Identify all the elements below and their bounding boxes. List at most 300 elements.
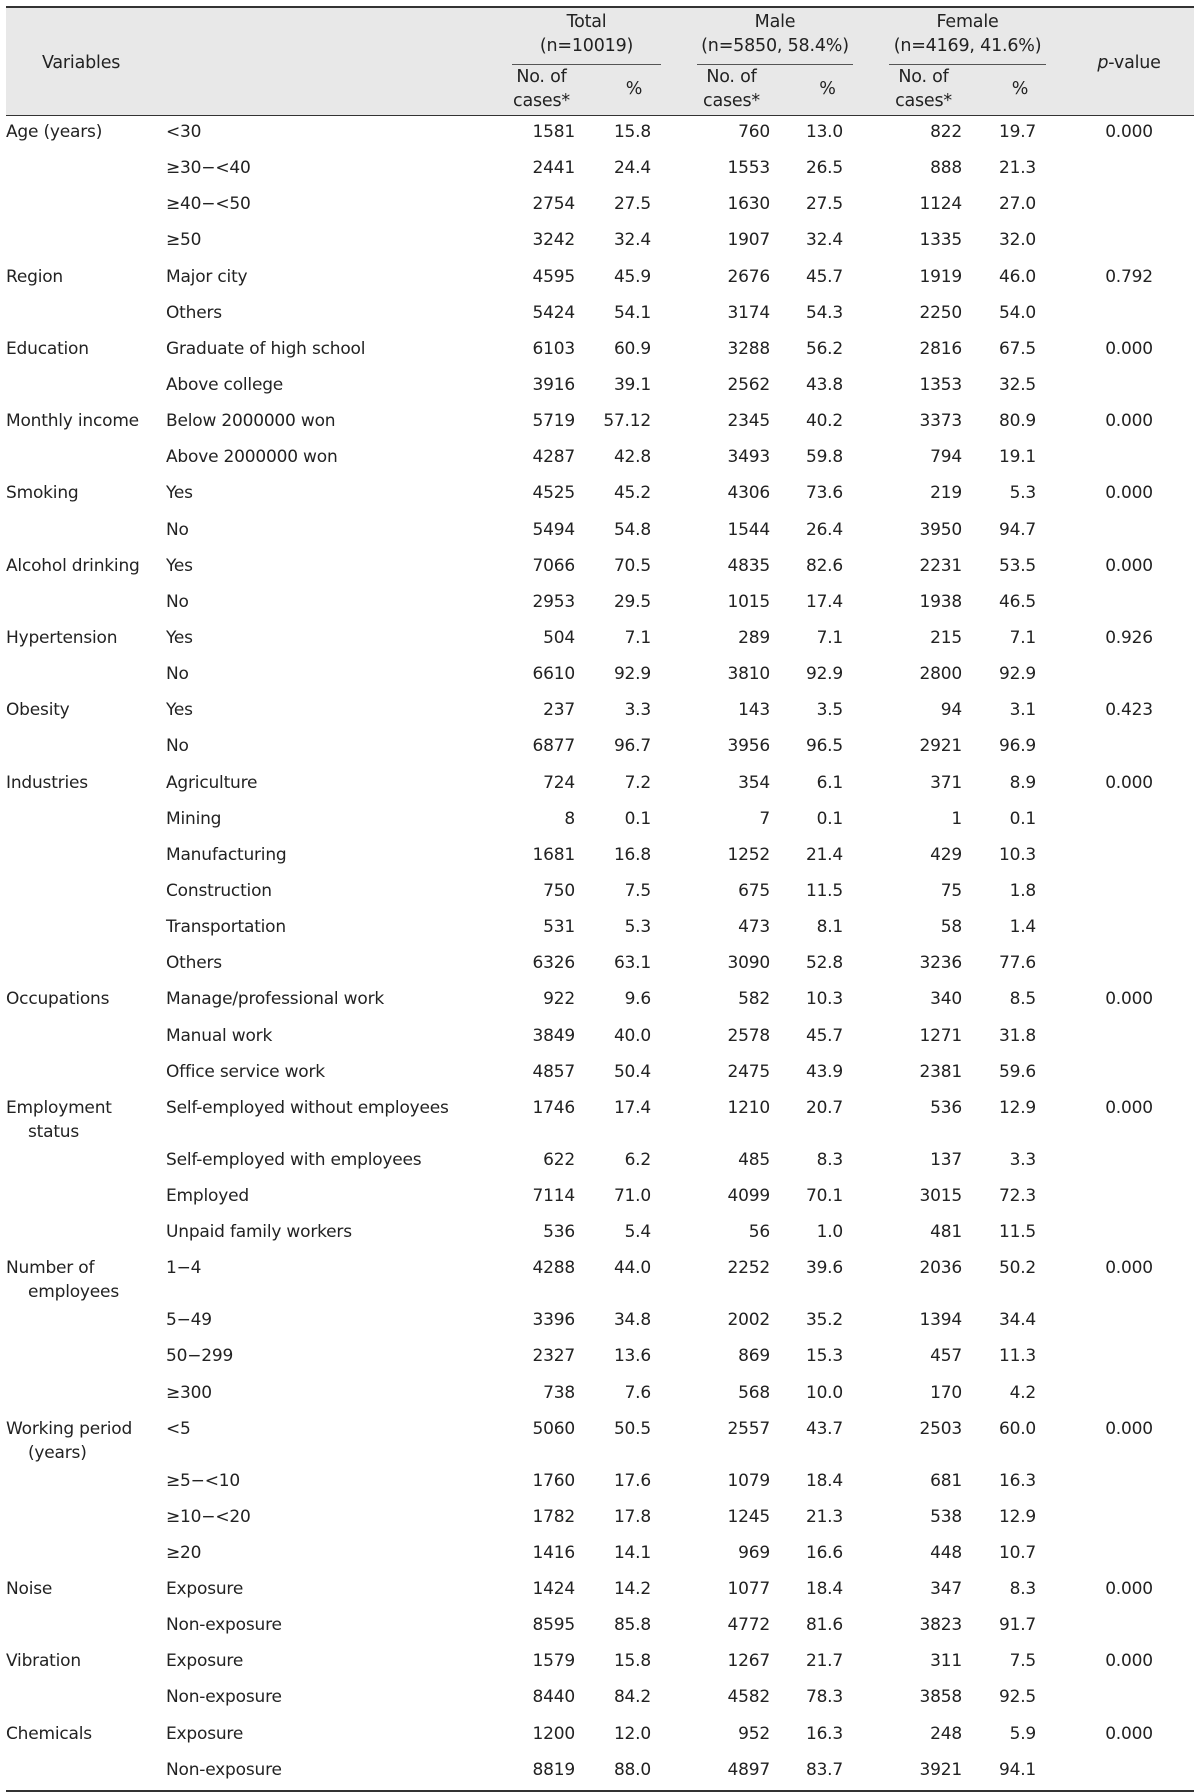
pvalue-cell xyxy=(1064,803,1194,839)
female-cases-cell: 58 xyxy=(940,917,963,938)
male-cases-cell: 4772 xyxy=(727,1615,770,1636)
pvalue-cell xyxy=(1064,152,1194,188)
pvalue-cell xyxy=(1064,1609,1194,1645)
male-percent-cell: 45.7 xyxy=(805,266,844,287)
male-cases-cell: 7 xyxy=(759,808,770,829)
total-percent-cell: 15.8 xyxy=(613,122,651,142)
table-row xyxy=(6,1020,1194,1056)
variable-cell xyxy=(6,1056,164,1092)
female-cases-cell: 2250 xyxy=(919,302,963,323)
total-cases-cell: 4287 xyxy=(532,447,575,468)
variable-cell xyxy=(6,911,164,947)
total-cases-cell: 8 xyxy=(564,808,575,829)
table-row xyxy=(6,586,1194,622)
female-cases-cell: 137 xyxy=(930,1149,963,1170)
category-cell: ≥30−<40 xyxy=(166,158,251,179)
table-row xyxy=(6,261,1194,297)
pvalue-cell: 0.000 xyxy=(1105,1579,1153,1600)
female-cases-cell: 2921 xyxy=(919,736,963,757)
variable-cell xyxy=(6,1216,164,1252)
category-cell: Self-employed with employees xyxy=(166,1149,422,1170)
table-row xyxy=(6,224,1194,260)
variable-label: Age (years) xyxy=(6,122,103,142)
table-row xyxy=(6,694,1194,730)
variable-cell xyxy=(6,1304,164,1340)
female-cases-cell: 2816 xyxy=(919,338,963,359)
total-cases-cell: 5719 xyxy=(532,411,575,432)
total-cases-cell: 622 xyxy=(543,1149,575,1170)
total-percent-cell: 24.4 xyxy=(613,158,651,179)
group-header-total xyxy=(494,7,679,65)
total-percent-cell: 14.1 xyxy=(613,1542,651,1563)
male-percent-cell: 83.7 xyxy=(784,1754,871,1791)
male-percent-cell: 18.4 xyxy=(805,1579,844,1600)
table-row xyxy=(6,1681,1194,1717)
pvalue-cell xyxy=(1064,1304,1194,1340)
female-percent-cell: 8.9 xyxy=(1009,772,1037,793)
variable-cell xyxy=(6,1092,164,1144)
female-cases-cell: 75 xyxy=(940,880,963,901)
female-percent-cell: 96.9 xyxy=(998,736,1037,757)
total-cases-cell: 2441 xyxy=(532,158,575,179)
table-row xyxy=(6,405,1194,441)
total-cases-cell: 1681 xyxy=(532,844,575,865)
male-cases-cell: 1267 xyxy=(727,1651,770,1672)
male-cases-cell: 1252 xyxy=(727,844,770,865)
total-percent-cell: 50.5 xyxy=(613,1418,651,1439)
total-percent-cell: 92.9 xyxy=(613,664,651,685)
table-header xyxy=(6,7,1194,116)
male-cases-cell: 1079 xyxy=(727,1470,770,1491)
female-percent-cell: 12.9 xyxy=(998,1506,1037,1527)
category-cell: Yes xyxy=(166,555,193,576)
category-cell: No xyxy=(166,519,189,540)
male-percent-cell: 20.7 xyxy=(805,1097,844,1118)
male-percent-cell: 21.3 xyxy=(805,1506,844,1527)
pvalue-cell: 0.000 xyxy=(1105,338,1153,359)
variable-label: Occupations xyxy=(6,989,110,1010)
variable-label-continued: (years) xyxy=(28,1442,87,1463)
female-percent-cell: 10.3 xyxy=(998,844,1037,865)
total-percent-cell: 6.2 xyxy=(624,1149,651,1170)
cases-line1: No. of xyxy=(706,67,757,87)
male-cases-cell: 4582 xyxy=(727,1687,770,1708)
total-cases-cell: 5424 xyxy=(532,302,575,323)
total-percent-cell: 42.8 xyxy=(613,447,651,468)
female-percent-cell: 59.6 xyxy=(998,1061,1037,1082)
female-percent-cell: 92.5 xyxy=(998,1687,1037,1708)
pvalue-cell xyxy=(1064,1216,1194,1252)
variable-label: Working period xyxy=(6,1418,133,1439)
category-cell: ≥20 xyxy=(166,1542,202,1563)
female-cases-cell: 2503 xyxy=(919,1418,963,1439)
pvalue-cell: 0.000 xyxy=(1105,772,1153,793)
female-percent-cell: 32.5 xyxy=(998,374,1037,395)
male-cases-cell: 2676 xyxy=(727,266,770,287)
total-cases-cell: 738 xyxy=(543,1382,575,1403)
female-cases-cell: 340 xyxy=(930,989,963,1010)
table-row xyxy=(6,1377,1194,1413)
category-cell: <5 xyxy=(166,1418,191,1439)
group-title: Male xyxy=(754,12,796,32)
male-cases-cell: 4897 xyxy=(679,1754,784,1791)
total-cases-cell: 1581 xyxy=(532,122,575,142)
total-percent-cell: 27.5 xyxy=(613,194,651,215)
total-percent-cell: 5.4 xyxy=(624,1222,651,1243)
female-percent-cell: 72.3 xyxy=(998,1185,1037,1206)
male-percent-cell: 8.1 xyxy=(816,917,844,938)
pvalue-cell xyxy=(1064,1754,1194,1791)
female-percent-cell: 5.3 xyxy=(1009,483,1037,504)
total-cases-cell: 3916 xyxy=(532,374,575,395)
variable-cell xyxy=(6,947,164,983)
female-percent-cell: 94.1 xyxy=(976,1754,1064,1791)
pvalue-cell: 0.000 xyxy=(1105,555,1153,576)
total-percent-cell: 63.1 xyxy=(613,953,651,974)
table-row xyxy=(6,1216,1194,1252)
total-cases-cell: 2327 xyxy=(532,1346,575,1367)
total-percent-cell: 7.5 xyxy=(624,880,651,901)
variable-cell xyxy=(6,767,164,803)
total-cases-cell: 4857 xyxy=(532,1061,575,1082)
variable-label: Industries xyxy=(6,772,88,793)
cases-line2: cases* xyxy=(703,91,760,111)
male-percent-cell: 39.6 xyxy=(805,1258,844,1279)
male-percent-cell: 92.9 xyxy=(805,664,844,685)
total-cases-cell: 922 xyxy=(543,989,575,1010)
variable-cell xyxy=(6,116,164,153)
category-cell: Exposure xyxy=(166,1651,244,1672)
total-percent-cell: 9.6 xyxy=(624,989,651,1010)
male-cases-cell: 143 xyxy=(738,700,770,721)
pvalue-cell xyxy=(1064,1056,1194,1092)
female-percent-cell: 8.3 xyxy=(1009,1579,1037,1600)
total-percent-cell: 17.4 xyxy=(613,1097,651,1118)
variable-cell xyxy=(6,803,164,839)
variable-cell xyxy=(6,188,164,224)
variable-label: Monthly income xyxy=(6,411,139,432)
total-percent-cell: 84.2 xyxy=(613,1687,651,1708)
percent-header: % xyxy=(976,65,1064,116)
total-cases-cell: 6103 xyxy=(532,338,575,359)
female-cases-cell: 311 xyxy=(930,1651,963,1672)
variable-cell xyxy=(6,983,164,1019)
table-row xyxy=(6,1718,1194,1754)
total-percent-cell: 60.9 xyxy=(613,338,651,359)
pvalue-cell xyxy=(1064,1465,1194,1501)
total-cases-cell: 6326 xyxy=(532,953,575,974)
variable-cell xyxy=(6,1413,164,1465)
male-cases-cell: 582 xyxy=(738,989,770,1010)
male-percent-cell: 11.5 xyxy=(805,880,844,901)
male-cases-cell: 2557 xyxy=(727,1418,770,1439)
male-percent-cell: 70.1 xyxy=(805,1185,844,1206)
table-row xyxy=(6,767,1194,803)
total-percent-cell: 7.1 xyxy=(624,627,651,648)
female-cases-cell: 536 xyxy=(930,1097,963,1118)
female-cases-cell: 94 xyxy=(940,700,963,721)
pvalue-cell: 0.000 xyxy=(1105,483,1153,504)
total-percent-cell: 96.7 xyxy=(613,736,651,757)
total-percent-cell: 50.4 xyxy=(613,1061,651,1082)
total-cases-cell: 8595 xyxy=(532,1615,575,1636)
table-row xyxy=(6,152,1194,188)
variable-cell xyxy=(6,1718,164,1754)
pvalue-cell xyxy=(1064,224,1194,260)
total-percent-cell: 54.1 xyxy=(613,302,651,323)
category-cell: Manage/professional work xyxy=(166,989,385,1010)
variable-cell xyxy=(6,875,164,911)
female-percent-cell: 11.3 xyxy=(998,1346,1037,1367)
total-cases-cell: 4288 xyxy=(532,1258,575,1279)
female-cases-cell: 1353 xyxy=(919,374,963,395)
variable-cell xyxy=(6,550,164,586)
variable-cell xyxy=(6,1377,164,1413)
total-cases-cell: 237 xyxy=(543,700,575,721)
pvalue-cell xyxy=(1064,441,1194,477)
pvalue-cell: 0.000 xyxy=(1105,411,1153,432)
male-cases-cell: 1245 xyxy=(727,1506,770,1527)
variable-cell xyxy=(6,441,164,477)
female-percent-cell: 7.5 xyxy=(1009,1651,1037,1672)
female-percent-cell: 10.7 xyxy=(998,1542,1037,1563)
variable-cell xyxy=(6,333,164,369)
category-cell: Above college xyxy=(166,374,284,395)
total-percent-cell: 29.5 xyxy=(613,591,651,612)
variable-cell xyxy=(6,1180,164,1216)
total-cases-cell: 7114 xyxy=(532,1185,575,1206)
male-percent-cell: 56.2 xyxy=(805,338,844,359)
table-row xyxy=(6,983,1194,1019)
category-cell: Yes xyxy=(166,627,193,648)
table-row xyxy=(6,369,1194,405)
female-cases-cell: 457 xyxy=(930,1346,963,1367)
total-cases-cell: 5060 xyxy=(532,1418,575,1439)
variable-cell xyxy=(6,622,164,658)
cases-header xyxy=(494,65,589,116)
total-percent-cell: 45.9 xyxy=(613,266,651,287)
pvalue-cell xyxy=(1064,1537,1194,1573)
table-row xyxy=(6,911,1194,947)
variable-cell xyxy=(6,1537,164,1573)
total-cases-cell: 6610 xyxy=(532,664,575,685)
male-cases-cell: 2562 xyxy=(727,374,770,395)
category-cell: No xyxy=(166,664,189,685)
male-cases-cell: 56 xyxy=(748,1222,770,1243)
female-percent-cell: 80.9 xyxy=(998,411,1037,432)
pvalue-cell: 0.000 xyxy=(1105,1097,1153,1118)
total-percent-cell: 0.1 xyxy=(624,808,651,829)
table-row xyxy=(6,1340,1194,1376)
female-cases-cell: 3858 xyxy=(919,1687,963,1708)
male-cases-cell: 4306 xyxy=(727,483,770,504)
pvalue-cell xyxy=(1064,369,1194,405)
pvalue-cell xyxy=(1064,297,1194,333)
male-percent-cell: 54.3 xyxy=(805,302,844,323)
male-percent-cell: 27.5 xyxy=(805,194,844,215)
male-cases-cell: 3174 xyxy=(727,302,770,323)
male-cases-cell: 2475 xyxy=(727,1061,770,1082)
male-percent-cell: 96.5 xyxy=(805,736,844,757)
female-percent-cell: 32.0 xyxy=(998,230,1037,251)
female-percent-cell: 60.0 xyxy=(998,1418,1037,1439)
variable-cell xyxy=(6,1340,164,1376)
variable-cell xyxy=(6,839,164,875)
variable-label: Noise xyxy=(6,1579,53,1600)
female-cases-cell: 1 xyxy=(951,808,963,829)
pvalue-cell xyxy=(1064,514,1194,550)
total-percent-cell: 54.8 xyxy=(613,519,651,540)
category-cell: Above 2000000 won xyxy=(166,447,338,468)
category-cell: Unpaid family workers xyxy=(166,1222,352,1243)
table-row xyxy=(6,477,1194,513)
group-header-male xyxy=(679,7,871,65)
pvalue-cell xyxy=(1064,1180,1194,1216)
pvalue-cell xyxy=(1064,188,1194,224)
female-cases-cell: 481 xyxy=(930,1222,963,1243)
male-percent-cell: 81.6 xyxy=(805,1615,844,1636)
variable-cell xyxy=(6,730,164,766)
category-cell: 50−299 xyxy=(166,1346,234,1367)
variable-label-continued: status xyxy=(28,1121,80,1142)
pvalue-italic: p xyxy=(1097,52,1109,73)
total-percent-cell: 14.2 xyxy=(613,1579,651,1600)
total-percent-cell: 16.8 xyxy=(613,844,651,865)
female-cases-cell: 248 xyxy=(930,1723,963,1744)
category-cell: Exposure xyxy=(166,1579,244,1600)
table-row xyxy=(6,441,1194,477)
female-percent-cell: 4.2 xyxy=(1009,1382,1037,1403)
female-percent-cell: 21.3 xyxy=(998,158,1037,179)
pvalue-cell: 0.000 xyxy=(1105,989,1153,1010)
category-cell: Others xyxy=(166,953,222,974)
category-cell: Major city xyxy=(166,266,248,287)
category-cell: Yes xyxy=(166,483,193,504)
female-percent-cell: 1.4 xyxy=(1009,917,1037,938)
pvalue-cell xyxy=(1064,1501,1194,1537)
table-row xyxy=(6,1465,1194,1501)
total-percent-cell: 57.12 xyxy=(603,411,651,432)
female-cases-cell: 538 xyxy=(930,1506,963,1527)
demographics-table xyxy=(6,6,1194,1792)
female-cases-cell: 3950 xyxy=(919,519,963,540)
male-cases-cell: 1630 xyxy=(727,194,770,215)
variable-label: Education xyxy=(6,338,89,359)
female-cases-cell: 170 xyxy=(930,1382,963,1403)
male-cases-cell: 473 xyxy=(738,917,770,938)
pvalue-cell xyxy=(1064,875,1194,911)
female-percent-cell: 31.8 xyxy=(998,1025,1037,1046)
table-row xyxy=(6,658,1194,694)
category-cell: ≥5−<10 xyxy=(166,1470,240,1491)
category-cell: Others xyxy=(166,302,222,323)
female-cases-cell: 3823 xyxy=(919,1615,963,1636)
male-percent-cell: 40.2 xyxy=(805,411,844,432)
female-cases-cell: 2381 xyxy=(919,1061,963,1082)
male-cases-cell: 969 xyxy=(738,1542,770,1563)
variable-label: Smoking xyxy=(6,483,79,504)
pvalue-cell: 0.926 xyxy=(1105,627,1153,648)
total-percent-cell: 85.8 xyxy=(613,1615,651,1636)
category-cell: Agriculture xyxy=(166,772,258,793)
total-percent-cell: 17.8 xyxy=(613,1506,651,1527)
table-row xyxy=(6,730,1194,766)
pvalue-cell xyxy=(1064,947,1194,983)
total-percent-cell: 15.8 xyxy=(613,1651,651,1672)
male-cases-cell: 1553 xyxy=(727,158,770,179)
category-cell: Manual work xyxy=(166,1025,273,1046)
female-percent-cell: 12.9 xyxy=(998,1097,1037,1118)
male-percent-cell: 3.5 xyxy=(816,700,844,721)
total-cases-cell: 8440 xyxy=(532,1687,575,1708)
variable-cell xyxy=(6,369,164,405)
female-percent-cell: 19.7 xyxy=(998,122,1037,142)
category-cell: No xyxy=(166,736,189,757)
male-percent-cell: 43.9 xyxy=(805,1061,844,1082)
cases-header xyxy=(679,65,784,116)
female-percent-cell: 77.6 xyxy=(998,953,1037,974)
pvalue-cell xyxy=(1064,658,1194,694)
table-row xyxy=(6,839,1194,875)
table-row xyxy=(6,803,1194,839)
female-cases-cell: 1919 xyxy=(919,266,963,287)
total-cases-cell: 5494 xyxy=(532,519,575,540)
total-cases-cell: 1579 xyxy=(532,1651,575,1672)
male-cases-cell: 1077 xyxy=(727,1579,770,1600)
variable-label: Region xyxy=(6,266,63,287)
category-cell: 1−4 xyxy=(166,1258,202,1279)
total-percent-cell: 40.0 xyxy=(613,1025,651,1046)
female-percent-cell: 5.9 xyxy=(1009,1723,1037,1744)
category-cell: Construction xyxy=(166,880,272,901)
female-cases-cell: 215 xyxy=(930,627,963,648)
female-percent-cell: 3.1 xyxy=(1009,700,1037,721)
category-cell: Self-employed without employees xyxy=(166,1097,449,1118)
female-cases-cell: 1394 xyxy=(919,1310,963,1331)
male-percent-cell: 18.4 xyxy=(805,1470,844,1491)
female-cases-cell: 2231 xyxy=(919,555,963,576)
pvalue-cell: 0.423 xyxy=(1105,700,1153,721)
variable-cell xyxy=(6,405,164,441)
total-percent-cell: 5.3 xyxy=(624,917,651,938)
pvalue-cell xyxy=(1064,1681,1194,1717)
male-cases-cell: 3493 xyxy=(727,447,770,468)
male-percent-cell: 26.4 xyxy=(805,519,844,540)
female-cases-cell: 2800 xyxy=(919,664,963,685)
pvalue-cell: 0.000 xyxy=(1105,1723,1153,1744)
table-row xyxy=(6,1180,1194,1216)
total-percent-cell: 45.2 xyxy=(613,483,651,504)
variable-label: Chemicals xyxy=(6,1723,92,1744)
female-cases-cell: 448 xyxy=(930,1542,963,1563)
total-percent-cell: 13.6 xyxy=(613,1346,651,1367)
table-row xyxy=(6,297,1194,333)
total-percent-cell: 32.4 xyxy=(613,230,651,251)
male-percent-cell: 21.7 xyxy=(805,1651,844,1672)
table-row xyxy=(6,1252,1194,1304)
variable-label: Obesity xyxy=(6,700,70,721)
variable-cell xyxy=(6,1754,164,1791)
female-percent-cell: 7.1 xyxy=(1009,627,1037,648)
female-cases-cell: 3236 xyxy=(919,953,963,974)
total-percent-cell: 7.2 xyxy=(624,772,651,793)
total-cases-cell: 6877 xyxy=(532,736,575,757)
male-cases-cell: 2252 xyxy=(727,1258,770,1279)
female-cases-cell: 3921 xyxy=(871,1754,976,1791)
total-cases-cell: 3242 xyxy=(532,230,575,251)
male-percent-cell: 16.6 xyxy=(805,1542,844,1563)
female-cases-cell: 219 xyxy=(930,483,963,504)
